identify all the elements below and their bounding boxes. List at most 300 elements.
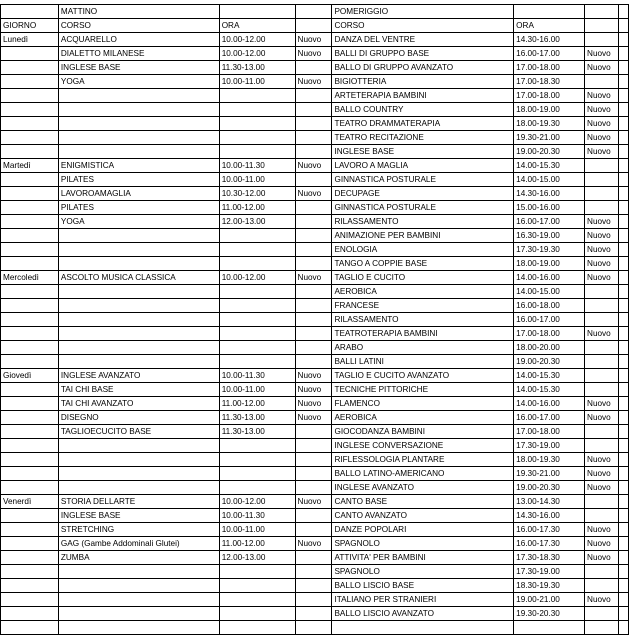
morning-course: STRETCHING [58,523,219,537]
day-name [1,145,59,159]
blank-cell [585,621,619,635]
afternoon-course: TEATROTERAPIA BAMBINI [332,327,514,341]
afternoon-course: TAGLIO E CUCITO [332,271,514,285]
morning-new-badge: Nuovo [295,411,332,425]
morning-course [58,607,219,621]
day-name [1,579,59,593]
afternoon-course: SPAGNOLO [332,537,514,551]
day-name [1,243,59,257]
blank-cell [514,5,585,19]
afternoon-course: ENOLOGIA [332,243,514,257]
afternoon-new-badge: Nuovo [585,397,619,411]
afternoon-course: TEATRO DRAMMATERAPIA [332,117,514,131]
afternoon-course: TANGO A COPPIE BASE [332,257,514,271]
morning-time [219,313,295,327]
morning-time [219,285,295,299]
afternoon-time: 14.00-15.30 [514,383,585,397]
morning-new-badge [295,299,332,313]
afternoon-course: CANTO BASE [332,495,514,509]
afternoon-new-badge: Nuovo [585,453,619,467]
afternoon-time: 17.30-18.30 [514,551,585,565]
table-row [1,425,629,439]
blank-cell [618,425,628,439]
morning-new-badge [295,229,332,243]
day-name: Martedì [1,159,59,173]
afternoon-new-badge: Nuovo [585,103,619,117]
morning-new-badge: Nuovo [295,537,332,551]
blank-cell [618,439,628,453]
blank-cell [514,621,585,635]
morning-time: 11.00-12.00 [219,537,295,551]
morning-course [58,103,219,117]
morning-new-badge [295,61,332,75]
afternoon-new-badge [585,341,619,355]
morning-new-badge [295,243,332,257]
day-name [1,425,59,439]
blank-cell [618,159,628,173]
afternoon-time: 17.30-19.00 [514,439,585,453]
morning-course: TAI CHI BASE [58,383,219,397]
table-row [1,313,629,327]
morning-new-badge [295,313,332,327]
afternoon-time: 16.00-18.00 [514,299,585,313]
morning-time [219,467,295,481]
morning-course: YOGA [58,215,219,229]
table-row [1,327,629,341]
section-header-row [1,5,629,19]
table-row [1,89,629,103]
afternoon-new-badge: Nuovo [585,215,619,229]
morning-time [219,103,295,117]
table-row [1,593,629,607]
day-name [1,383,59,397]
blank-cell [618,131,628,145]
day-name: Lunedì [1,33,59,47]
day-name [1,341,59,355]
blank-cell [618,89,628,103]
afternoon-time: 19.30-20.30 [514,607,585,621]
afternoon-course: BIGIOTTERIA [332,75,514,89]
blank-cell [618,257,628,271]
morning-time: 11.00-12.00 [219,397,295,411]
morning-course [58,467,219,481]
morning-time: 10.00-11.30 [219,369,295,383]
afternoon-course: FRANCESE [332,299,514,313]
day-name [1,509,59,523]
afternoon-time: 18.30-19.30 [514,579,585,593]
afternoon-course: BALLO DI GRUPPO AVANZATO [332,61,514,75]
morning-course: ZUMBA [58,551,219,565]
table-row [1,285,629,299]
morning-course: YOGA [58,75,219,89]
blank-cell [618,215,628,229]
morning-time [219,565,295,579]
day-name [1,173,59,187]
afternoon-course-header: CORSO [332,19,514,33]
afternoon-course: BALLI LATINI [332,355,514,369]
afternoon-time: 14.00-15.00 [514,173,585,187]
day-name [1,439,59,453]
morning-course [58,299,219,313]
blank-cell [618,173,628,187]
afternoon-course: FLAMENCO [332,397,514,411]
morning-new-badge: Nuovo [295,495,332,509]
afternoon-new-badge: Nuovo [585,47,619,61]
morning-new-badge [295,607,332,621]
day-name [1,397,59,411]
blank-cell [618,285,628,299]
day-name [1,75,59,89]
afternoon-time: 18.00-19.00 [514,103,585,117]
afternoon-time: 15.00-16.00 [514,201,585,215]
morning-course: DISEGNO [58,411,219,425]
morning-course [58,327,219,341]
blank-cell [618,47,628,61]
afternoon-time: 18.00-19.30 [514,453,585,467]
afternoon-new-badge: Nuovo [585,89,619,103]
morning-time [219,593,295,607]
blank-cell [618,369,628,383]
afternoon-course: BALLI DI GRUPPO BASE [332,47,514,61]
day-name: Venerdì [1,495,59,509]
afternoon-time: 19.00-20.30 [514,145,585,159]
afternoon-new-badge: Nuovo [585,481,619,495]
table-row [1,243,629,257]
blank-cell [618,19,628,33]
morning-new-badge [295,285,332,299]
afternoon-course: TAGLIO E CUCITO AVANZATO [332,369,514,383]
afternoon-new-badge: Nuovo [585,257,619,271]
morning-new-badge [295,509,332,523]
blank-cell [618,33,628,47]
afternoon-new-badge: Nuovo [585,593,619,607]
morning-course [58,89,219,103]
morning-time: 12.00-13.00 [219,551,295,565]
afternoon-new-badge: Nuovo [585,229,619,243]
morning-course: PILATES [58,173,219,187]
table-row [1,397,629,411]
day-name [1,593,59,607]
table-row [1,411,629,425]
morning-course: INGLESE BASE [58,509,219,523]
afternoon-time: 17.00-18.00 [514,425,585,439]
afternoon-time: 17.30-19.30 [514,243,585,257]
morning-new-badge [295,355,332,369]
day-name [1,229,59,243]
table-row [1,453,629,467]
afternoon-time: 16.00-17.30 [514,537,585,551]
afternoon-time: 17.00-18.00 [514,61,585,75]
afternoon-new-badge: Nuovo [585,145,619,159]
blank-cell [618,579,628,593]
afternoon-time: 19.30-21.00 [514,131,585,145]
table-row [1,355,629,369]
afternoon-course: ARTETERAPIA BAMBINI [332,89,514,103]
morning-course [58,355,219,369]
morning-time: 10.00-12.00 [219,47,295,61]
afternoon-time: 14.00-15.30 [514,159,585,173]
table-row [1,467,629,481]
column-header-row [1,19,629,33]
day-name [1,467,59,481]
afternoon-header: POMERIGGIO [332,5,514,19]
afternoon-course: RIFLESSOLOGIA PLANTARE [332,453,514,467]
morning-new-badge [295,481,332,495]
table-row [1,187,629,201]
morning-new-badge: Nuovo [295,397,332,411]
table-row [1,341,629,355]
morning-course: PILATES [58,201,219,215]
table-row [1,173,629,187]
afternoon-time: 14.30-16.00 [514,187,585,201]
afternoon-course: DECUPAGE [332,187,514,201]
morning-course [58,131,219,145]
blank-cell [295,5,332,19]
morning-course: STORIA DELLARTE [58,495,219,509]
afternoon-time: 19.30-21.00 [514,467,585,481]
blank-cell [618,593,628,607]
table-row [1,481,629,495]
afternoon-time: 16.00-17.00 [514,411,585,425]
blank-cell [618,5,628,19]
afternoon-course: ARABO [332,341,514,355]
morning-new-badge [295,89,332,103]
afternoon-new-badge [585,383,619,397]
afternoon-course: LAVORO A MAGLIA [332,159,514,173]
afternoon-new-badge: Nuovo [585,551,619,565]
blank-cell [618,271,628,285]
morning-new-badge [295,103,332,117]
table-row [1,495,629,509]
blank-cell [618,523,628,537]
day-name [1,299,59,313]
morning-time: 10.30-12.00 [219,187,295,201]
morning-time [219,89,295,103]
morning-time: 10.00-11.30 [219,159,295,173]
afternoon-new-badge: Nuovo [585,327,619,341]
morning-new-badge [295,467,332,481]
morning-time [219,229,295,243]
morning-course: ENIGMISTICA [58,159,219,173]
blank-cell [618,481,628,495]
morning-new-badge [295,551,332,565]
morning-new-badge [295,327,332,341]
morning-course [58,145,219,159]
afternoon-new-badge [585,369,619,383]
afternoon-time: 19.00-21.00 [514,593,585,607]
afternoon-course: RILASSAMENTO [332,215,514,229]
day-name [1,117,59,131]
morning-time: 10.00-11.00 [219,75,295,89]
morning-course [58,285,219,299]
morning-time [219,579,295,593]
afternoon-course: GINNASTICA POSTURALE [332,201,514,215]
afternoon-course: ATTIVITA' PER BAMBINI [332,551,514,565]
blank-cell [618,243,628,257]
afternoon-new-badge: Nuovo [585,117,619,131]
afternoon-course: DANZA DEL VENTRE [332,33,514,47]
morning-course: DIALETTO MILANESE [58,47,219,61]
blank-cell [618,313,628,327]
blank-cell [618,75,628,89]
day-name [1,481,59,495]
day-name: Mercoledì [1,271,59,285]
afternoon-course: ANIMAZIONE PER BAMBINI [332,229,514,243]
blank-cell [618,187,628,201]
morning-course [58,313,219,327]
morning-course: ACQUARELLO [58,33,219,47]
day-name: Giovedì [1,369,59,383]
table-row [1,369,629,383]
table-row [1,145,629,159]
morning-new-badge [295,453,332,467]
blank-cell [1,5,59,19]
morning-new-badge [295,593,332,607]
afternoon-course: BALLO LISCIO AVANZATO [332,607,514,621]
morning-time [219,299,295,313]
table-row [1,215,629,229]
day-name [1,537,59,551]
day-name [1,313,59,327]
afternoon-new-badge: Nuovo [585,411,619,425]
afternoon-new-badge [585,285,619,299]
blank-cell [618,621,628,635]
morning-new-badge [295,565,332,579]
afternoon-time: 14.30-16.00 [514,509,585,523]
morning-time [219,243,295,257]
table-row [1,271,629,285]
afternoon-time: 14.30-16.00 [514,33,585,47]
blank-cell [618,299,628,313]
morning-new-badge: Nuovo [295,47,332,61]
day-name [1,257,59,271]
blank-cell [618,229,628,243]
day-name [1,607,59,621]
afternoon-time: 14.00-15.30 [514,369,585,383]
table-row [1,537,629,551]
morning-course [58,229,219,243]
afternoon-time: 16.00-17.00 [514,313,585,327]
table-row [1,579,629,593]
table-row [1,61,629,75]
blank-cell [618,327,628,341]
morning-new-badge: Nuovo [295,187,332,201]
table-row [1,439,629,453]
morning-time [219,117,295,131]
morning-time: 10.00-11.00 [219,173,295,187]
day-name [1,551,59,565]
table-row [1,607,629,621]
afternoon-new-badge: Nuovo [585,467,619,481]
morning-new-badge: Nuovo [295,33,332,47]
table-row [1,551,629,565]
table-row [1,103,629,117]
morning-course-header: CORSO [58,19,219,33]
afternoon-time: 17.00-18.00 [514,89,585,103]
afternoon-time: 19.00-20.30 [514,355,585,369]
afternoon-new-badge: Nuovo [585,537,619,551]
morning-new-badge: Nuovo [295,369,332,383]
morning-new-badge: Nuovo [295,271,332,285]
morning-new-badge [295,257,332,271]
blank-cell [618,495,628,509]
table-end-row [1,621,629,635]
afternoon-time: 16.00-17.00 [514,47,585,61]
afternoon-time: 17.00-18.30 [514,75,585,89]
afternoon-new-badge: Nuovo [585,271,619,285]
table-row [1,509,629,523]
morning-time: 11.30-13.00 [219,61,295,75]
blank-cell [618,509,628,523]
morning-time: 11.00-12.00 [219,201,295,215]
morning-new-badge [295,579,332,593]
morning-time: 11.30-13.00 [219,411,295,425]
morning-course: GAG (Gambe Addominali Glutei) [58,537,219,551]
afternoon-time: 14.00-16.00 [514,271,585,285]
afternoon-time: 13.00-14.30 [514,495,585,509]
morning-header: MATTINO [58,5,219,19]
afternoon-new-badge: Nuovo [585,61,619,75]
morning-time: 10.00-12.00 [219,495,295,509]
afternoon-new-badge [585,425,619,439]
afternoon-new-badge [585,495,619,509]
morning-time-header: ORA [219,19,295,33]
afternoon-new-badge [585,355,619,369]
morning-course [58,593,219,607]
afternoon-new-badge [585,187,619,201]
morning-new-badge [295,131,332,145]
blank-cell [618,467,628,481]
afternoon-course: RILASSAMENTO [332,313,514,327]
afternoon-course: INGLESE CONVERSAZIONE [332,439,514,453]
afternoon-course: AEROBICA [332,285,514,299]
morning-course: LAVOROAMAGLIA [58,187,219,201]
morning-time: 10.00-11.00 [219,523,295,537]
day-name [1,131,59,145]
morning-time: 10.00-11.30 [219,509,295,523]
morning-course [58,243,219,257]
day-name [1,327,59,341]
day-name [1,355,59,369]
morning-time [219,341,295,355]
table-row [1,117,629,131]
morning-time: 10.00-11.00 [219,383,295,397]
blank-cell [618,103,628,117]
afternoon-new-badge [585,565,619,579]
blank-cell [585,5,619,19]
blank-cell [618,355,628,369]
morning-course [58,117,219,131]
blank-cell [1,621,59,635]
morning-time: 10.00-12.00 [219,271,295,285]
afternoon-course: GINNASTICA POSTURALE [332,173,514,187]
afternoon-time: 14.00-15.00 [514,285,585,299]
morning-new-badge [295,425,332,439]
afternoon-course: TECNICHE PITTORICHE [332,383,514,397]
table-row [1,523,629,537]
morning-new-badge [295,439,332,453]
morning-time [219,607,295,621]
afternoon-new-badge [585,313,619,327]
blank-cell [618,537,628,551]
morning-new-badge: Nuovo [295,383,332,397]
afternoon-new-badge [585,607,619,621]
blank-cell [618,341,628,355]
morning-course: INGLESE AVANZATO [58,369,219,383]
blank-cell [618,411,628,425]
morning-time: 11.30-13.00 [219,425,295,439]
afternoon-time: 17.00-18.00 [514,327,585,341]
